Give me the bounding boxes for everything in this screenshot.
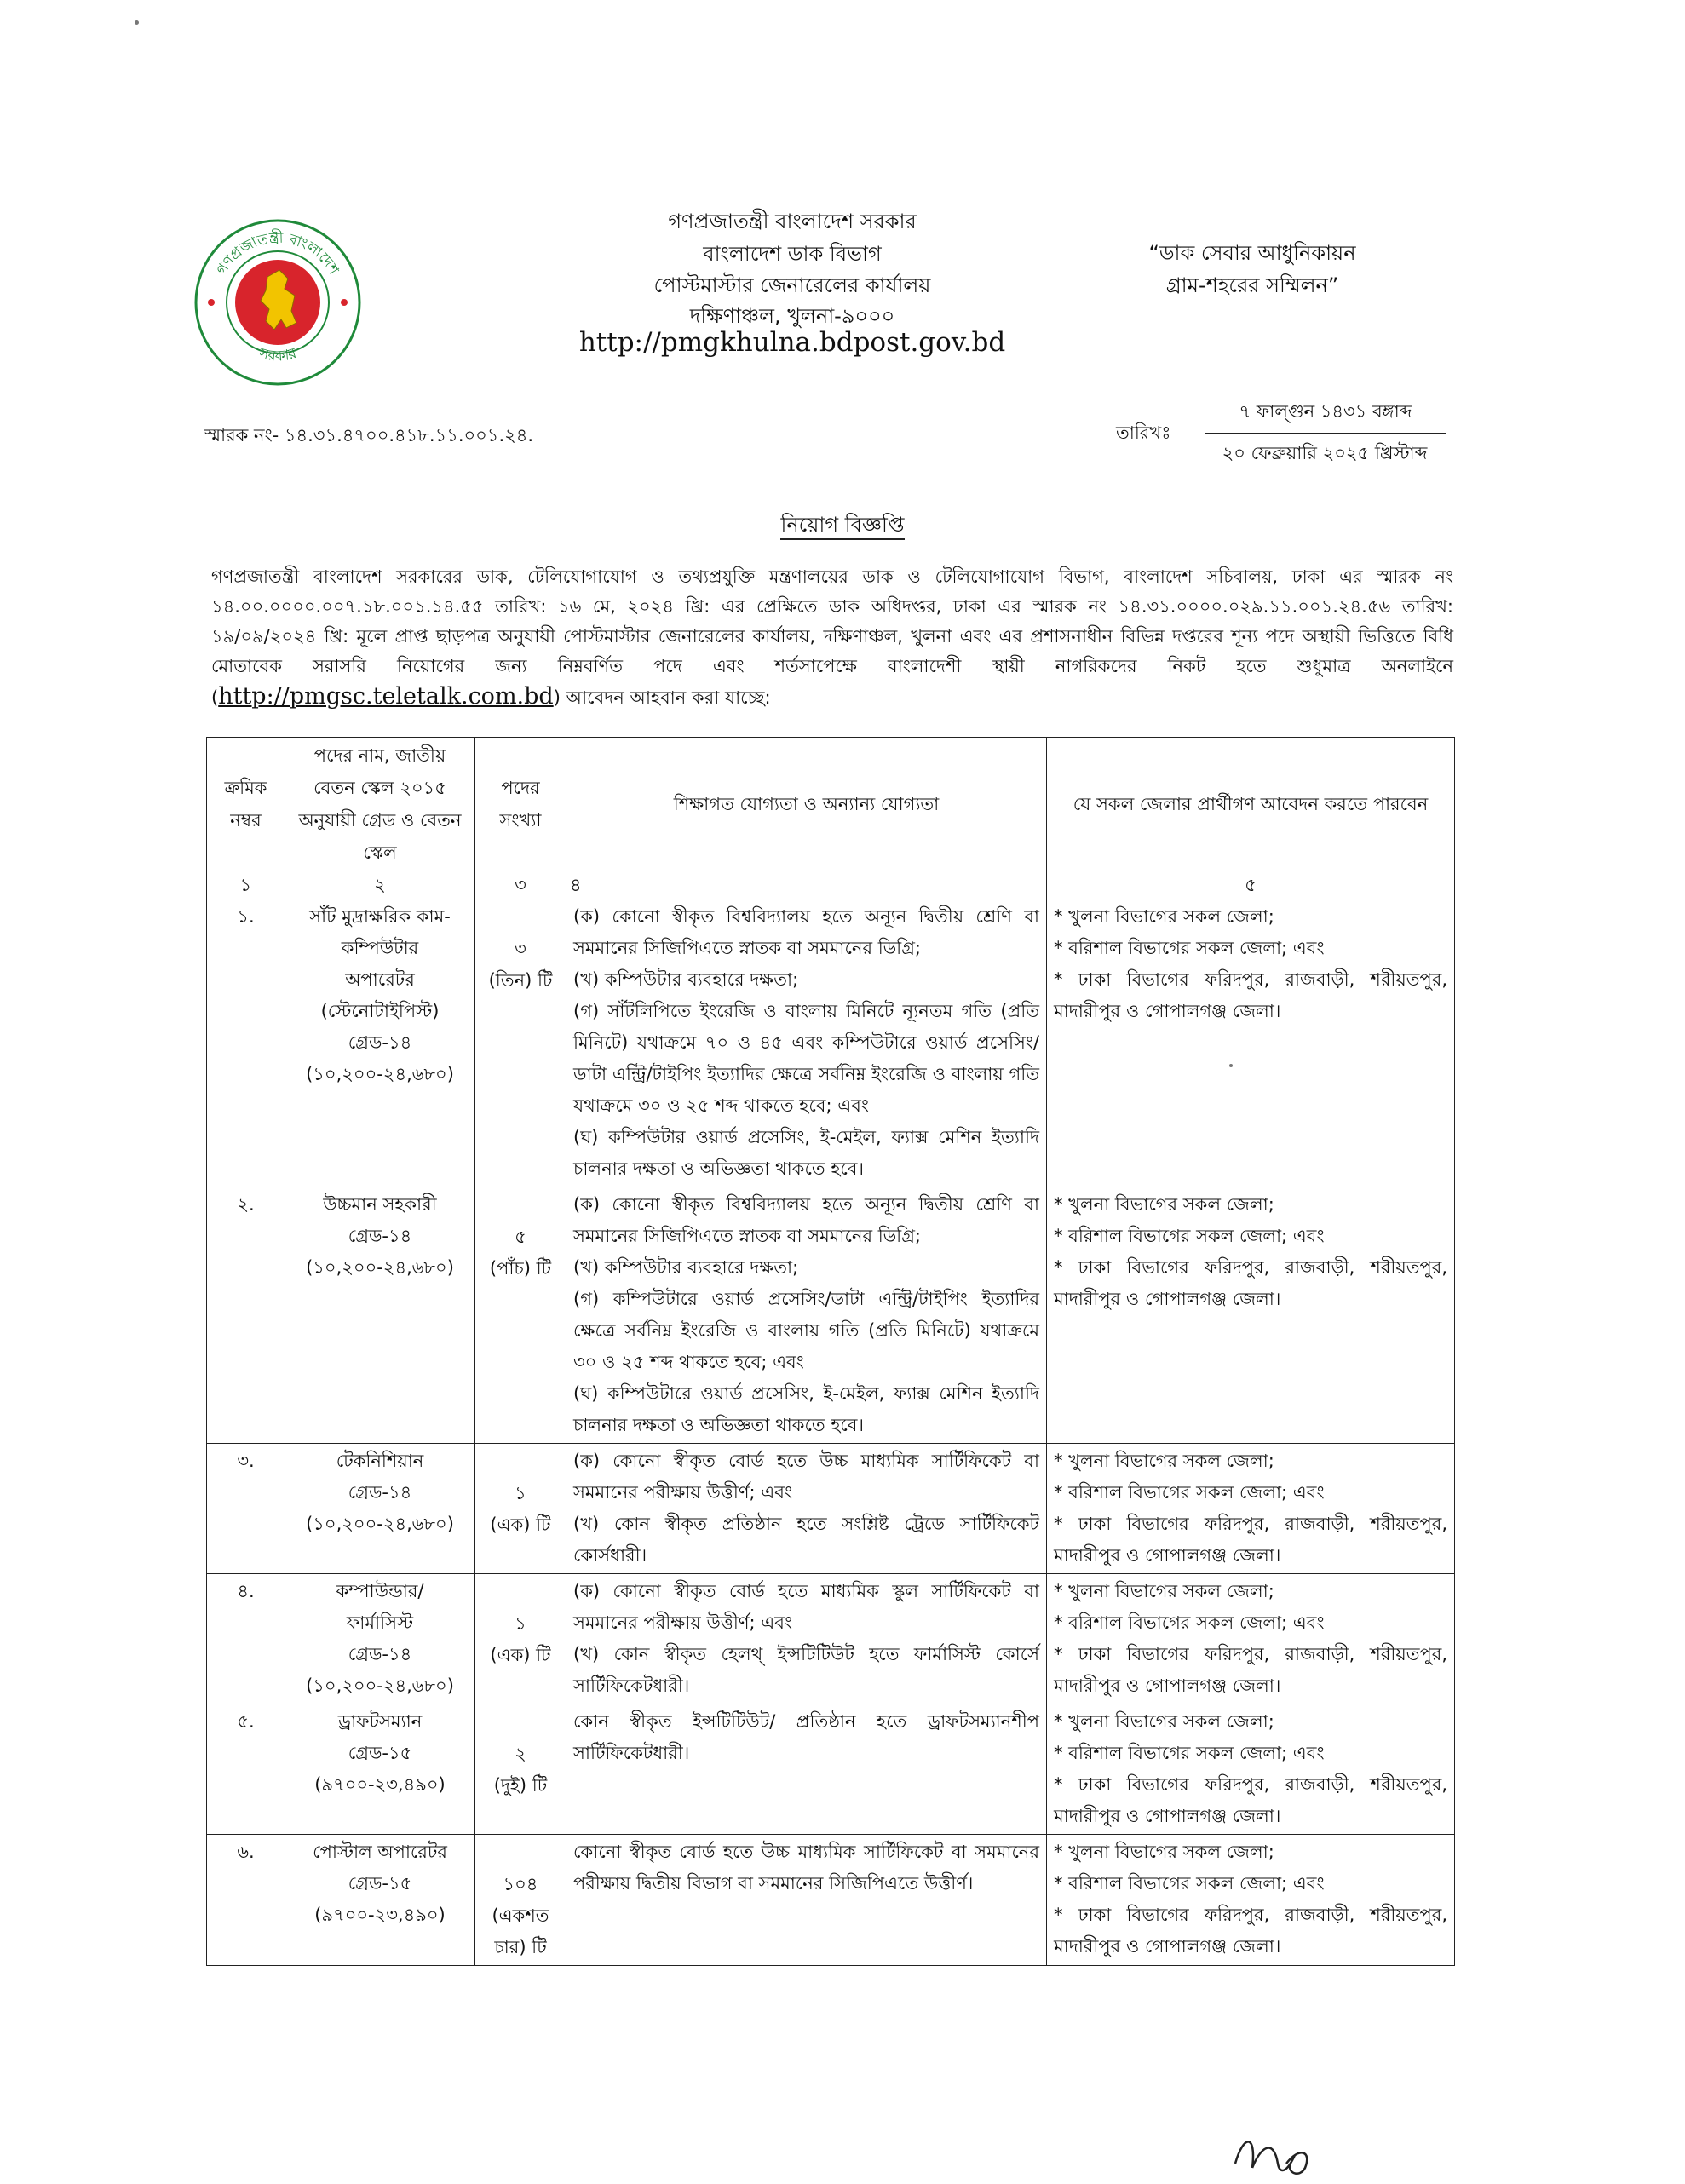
qualification-line: (ঘ) কম্পিউটার ওয়ার্ড প্রসেসিং, ই-মেইল, ফ্যাক্স মেশিন ইত্যাদি চালনার দক্ষতা ও অভিজ্ঞতা থাকতে হবে। <box>573 1127 1039 1179</box>
intro-link-close: ) <box>553 687 561 708</box>
column-number: ৫ <box>1047 871 1455 899</box>
post-name-line: পোস্টাল অপারেটর <box>313 1842 447 1862</box>
row-serial-text: ২. <box>237 1194 255 1215</box>
row-serial <box>207 1187 285 1444</box>
notice-title <box>0 509 1685 543</box>
post-name-line: কম্পিউটার <box>341 938 419 958</box>
intro-tail: আবেদন আহবান করা যাচ্ছে: <box>566 687 771 708</box>
row-post-count <box>475 1835 566 1966</box>
post-name-line: সাঁট মুদ্রাক্ষরিক কাম- <box>309 906 451 927</box>
table-row <box>207 899 1455 1187</box>
column-number: ৪ <box>566 871 1047 899</box>
row-serial-text: ৩. <box>237 1451 255 1471</box>
header-qualification: শিক্ষাগত যোগ্যতা ও অন্যান্য যোগ্যতা <box>566 738 1047 871</box>
row-eligible-districts <box>1047 1574 1455 1704</box>
column-number-row <box>207 871 1455 899</box>
date-label: তারিখঃ <box>1116 422 1171 443</box>
row-qualification <box>566 1444 1047 1574</box>
scan-speck <box>135 20 139 25</box>
row-post-name <box>285 899 475 1187</box>
post-name-line: উচ্চমান সহকারী <box>323 1194 437 1215</box>
row-eligible-districts <box>1047 1444 1455 1574</box>
qualification-line: (ক) কোনো স্বীকৃত বোর্ড হতে মাধ্যমিক স্কুল সার্টিফিকেট বা সমমানের পরীক্ষায় উত্তীর্ণ; এবং <box>573 1581 1039 1633</box>
district-line: * ঢাকা বিভাগের ফরিদপুর, রাজবাড়ী, শরীয়তপুর, মাদারীপুর ও গোপালগঞ্জ জেলা। <box>1054 1774 1447 1826</box>
post-count-line: (এক) টি <box>490 1514 551 1535</box>
vacancy-table <box>206 737 1455 1966</box>
row-post-name <box>285 1187 475 1444</box>
header-eligible-districts: যে সকল জেলার প্রার্থীগণ আবেদন করতে পারবেন <box>1047 738 1455 871</box>
qualification-line: (খ) কম্পিউটার ব্যবহারে দক্ষতা; <box>573 969 799 990</box>
qualification-line: (খ) কোন স্বীকৃত প্রতিষ্ঠান হতে সংশ্লিষ্ট ট্রেডে সার্টিফিকেট কোর্সধারী। <box>573 1514 1039 1566</box>
row-serial <box>207 1704 285 1835</box>
post-count-line: ১ <box>515 1483 526 1503</box>
post-name-line: (৯৭০০-২৩,৪৯০) <box>314 1774 446 1795</box>
row-eligible-districts <box>1047 1704 1455 1835</box>
column-number: ১ <box>207 871 285 899</box>
post-name-line: (স্টেনোটাইপিস্ট) <box>320 1001 440 1021</box>
scan-speck <box>1229 1064 1233 1067</box>
post-name-line: গ্রেড-১৫ <box>348 1873 412 1894</box>
notice-title-text: নিয়োগ বিজ্ঞপ্তি <box>780 513 904 540</box>
post-name-line: গ্রেড-১৪ <box>348 1226 412 1246</box>
row-post-name <box>285 1704 475 1835</box>
post-count-line: ১ <box>515 1613 526 1634</box>
post-name-line: (৯৭০০-২৩,৪৯০) <box>314 1905 446 1925</box>
post-name-line: টেকনিশিয়ান <box>336 1451 424 1471</box>
slogan-line-2: গ্রাম-শহরের সম্মিলন” <box>1165 273 1339 297</box>
intro-link-open: ( <box>211 687 219 708</box>
post-name-line: (১০,২০০-২৪,৬৮০) <box>306 1514 454 1534</box>
post-count-line: (তিন) টি <box>488 970 553 991</box>
header-post-name: পদের নাম, জাতীয় বেতন স্কেল ২০১৫ অনুযায়ী গ্রেড ও বেতন স্কেল <box>285 738 475 871</box>
qualification-line: (খ) কোন স্বীকৃত হেলথ্ ইন্সটিটিউট হতে ফার্মাসিস্ট কোর্সে সার্টিফিকেটধারী। <box>573 1644 1039 1696</box>
district-line: * খুলনা বিভাগের সকল জেলা; <box>1054 1194 1274 1215</box>
post-name-line: (১০,২০০-২৪,৬৮০) <box>306 1675 454 1696</box>
table-row <box>207 1835 1455 1966</box>
table-row <box>207 1444 1455 1574</box>
post-name-line: কম্পাউন্ডার/ <box>336 1581 424 1601</box>
row-qualification <box>566 1187 1047 1444</box>
row-eligible-districts <box>1047 1187 1455 1444</box>
row-serial-text: ৫. <box>237 1711 255 1732</box>
district-line: * খুলনা বিভাগের সকল জেলা; <box>1054 1451 1274 1471</box>
header-website-link[interactable]: http://pmgkhulna.bdpost.gov.bd <box>578 327 1006 358</box>
post-count-line: ৫ <box>515 1227 526 1247</box>
row-post-name <box>285 1835 475 1966</box>
district-line: * খুলনা বিভাগের সকল জেলা; <box>1054 1581 1274 1601</box>
post-count-line: ১০৪ <box>503 1874 538 1894</box>
post-count-line: (একশত <box>492 1905 549 1926</box>
district-line: * ঢাকা বিভাগের ফরিদপুর, রাজবাড়ী, শরীয়তপুর, মাদারীপুর ও গোপালগঞ্জ জেলা। <box>1054 969 1447 1021</box>
qualification-line: (ক) কোনো স্বীকৃত বিশ্ববিদ্যালয় হতে অন্যূন দ্বিতীয় শ্রেণি বা সমমানের সিজিপিএতে স্নাতক বা সমমানের ডিগ্রি; <box>573 906 1039 958</box>
district-line: * খুলনা বিভাগের সকল জেলা; <box>1054 1842 1274 1862</box>
row-qualification <box>566 899 1047 1187</box>
qualification-line: (ঘ) কম্পিউটারে ওয়ার্ড প্রসেসিং, ই-মেইল, ফ্যাক্স মেশিন ইত্যাদি চালনার দক্ষতা ও অভিজ্ঞতা থাকতে হবে। <box>573 1383 1039 1435</box>
header-govt-name: গণপ্রজাতন্ত্রী বাংলাদেশ সরকার <box>668 210 917 233</box>
row-post-count <box>475 1704 566 1835</box>
row-eligible-districts <box>1047 899 1455 1187</box>
memo-number: স্মারক নং- ১৪.৩১.৪৭০০.৪১৮.১১.০০১.২৪. <box>204 425 534 445</box>
row-post-name <box>285 1444 475 1574</box>
row-serial-text: ১. <box>237 906 255 927</box>
column-number: ৩ <box>475 871 566 899</box>
qualification-line: (খ) কম্পিউটার ব্যবহারে দক্ষতা; <box>573 1257 799 1278</box>
application-website-link[interactable]: http://pmgsc.teletalk.com.bd <box>218 683 554 710</box>
district-line: * খুলনা বিভাগের সকল জেলা; <box>1054 1711 1274 1732</box>
post-count-line: (এক) টি <box>490 1645 551 1665</box>
header-office: পোস্টমাস্টার জেনারেলের কার্যালয় <box>653 273 931 297</box>
district-line: * ঢাকা বিভাগের ফরিদপুর, রাজবাড়ী, শরীয়তপুর, মাদারীপুর ও গোপালগঞ্জ জেলা। <box>1054 1905 1447 1957</box>
row-qualification <box>566 1574 1047 1704</box>
table-header-row <box>207 738 1455 871</box>
svg-text:গণপ্রজাতন্ত্রী বাংলাদেশ: গণপ্রজাতন্ত্রী বাংলাদেশ <box>213 229 342 278</box>
row-eligible-districts <box>1047 1835 1455 1966</box>
svg-text:সরকার: সরকার <box>256 344 299 365</box>
row-serial <box>207 1444 285 1574</box>
post-name-line: ফার্মাসিস্ট <box>346 1612 414 1633</box>
district-line: * বরিশাল বিভাগের সকল জেলা; এবং <box>1054 938 1325 958</box>
table-row <box>207 1574 1455 1704</box>
row-qualification <box>566 1704 1047 1835</box>
row-serial <box>207 1574 285 1704</box>
post-count-line: ২ <box>515 1744 526 1764</box>
post-name-line: অপারেটর <box>345 969 415 990</box>
qualification-line: কোনো স্বীকৃত বোর্ড হতে উচ্চ মাধ্যমিক সার্টিফিকেট বা সমমানের পরীক্ষায় দ্বিতীয় বিভাগ বা সমমানের সিজিপিএতে উত্তীর্ণ। <box>573 1842 1039 1894</box>
row-serial <box>207 899 285 1187</box>
date-bangla: ৭ ফাল্গুন ১৪৩১ বঙ্গাব্দ <box>1205 398 1446 434</box>
qualification-line: কোন স্বীকৃত ইন্সটিটিউট/ প্রতিষ্ঠান হতে ড্রাফটসম্যানশীপ সার্টিফিকেটধারী। <box>573 1711 1039 1763</box>
qualification-line: (গ) সাঁটলিপিতে ইংরেজি ও বাংলায় মিনিটে ন্যূনতম গতি (প্রতি মিনিটে) যথাক্রমে ৭০ ও ৪৫ এবং কম্পিউটারে ওয়ার্ড প্রসেসিং/ডাটা এন্ট্রি/টাইপিং ইত্যাদির ক্ষেত্রে সর্বনিম্ন ইংরেজি ও বাংলায় গতি যথাক্রমে ৩০ ও ২৫ শব্দ থাকতে হবে; এবং <box>573 1001 1039 1116</box>
post-count-line: চার) টি <box>494 1937 547 1957</box>
district-line: * ঢাকা বিভাগের ফরিদপুর, রাজবাড়ী, শরীয়তপুর, মাদারীপুর ও গোপালগঞ্জ জেলা। <box>1054 1644 1447 1696</box>
post-count-line: (পাঁচ) টি <box>489 1258 552 1279</box>
header-serial: ক্রমিক নম্বর <box>207 738 285 871</box>
date-english: ২০ ফেব্রুয়ারি ২০২৫ খ্রিস্টাব্দ <box>1222 443 1428 463</box>
table-row <box>207 1187 1455 1444</box>
row-serial-text: ৪. <box>237 1581 255 1601</box>
table-row <box>207 1704 1455 1835</box>
post-count-line: (দুই) টি <box>493 1775 548 1796</box>
post-name-line: গ্রেড-১৪ <box>348 1032 412 1053</box>
post-name-line: গ্রেড-১৪ <box>348 1482 412 1503</box>
row-post-count <box>475 899 566 1187</box>
post-name-line: গ্রেড-১৫ <box>348 1743 412 1763</box>
row-post-name <box>285 1574 475 1704</box>
district-line: * বরিশাল বিভাগের সকল জেলা; এবং <box>1054 1226 1325 1246</box>
post-name-line: (১০,২০০-২৪,৬৮০) <box>306 1257 454 1278</box>
district-line: * ঢাকা বিভাগের ফরিদপুর, রাজবাড়ী, শরীয়তপুর, মাদারীপুর ও গোপালগঞ্জ জেলা। <box>1054 1514 1447 1566</box>
row-serial-text: ৬. <box>237 1842 255 1862</box>
slogan <box>1099 237 1406 302</box>
row-post-count <box>475 1574 566 1704</box>
intro-paragraph <box>211 562 1453 713</box>
qualification-line: (ক) কোনো স্বীকৃত বোর্ড হতে উচ্চ মাধ্যমিক সার্টিফিকেট বা সমমানের পরীক্ষায় উত্তীর্ণ; এবং <box>573 1451 1039 1503</box>
post-name-line: ড্রাফটসম্যান <box>337 1711 423 1732</box>
slogan-line-1: “ডাক সেবার আধুনিকায়ন <box>1148 241 1356 265</box>
qualification-line: (গ) কম্পিউটারে ওয়ার্ড প্রসেসিং/ডাটা এন্ট্রি/টাইপিং ইত্যাদির ক্ষেত্রে সর্বনিম্ন ইংরেজি ও বাংলায় গতি (প্রতি মিনিটে) যথাক্রমে ৩০ ও ২৫ শব্দ থাকতে হবে; এবং <box>573 1289 1039 1372</box>
qualification-line: (ক) কোনো স্বীকৃত বিশ্ববিদ্যালয় হতে অন্যূন দ্বিতীয় শ্রেণি বা সমমানের সিজিপিএতে স্নাতক বা সমমানের ডিগ্রি; <box>573 1194 1039 1246</box>
header-post-count: পদের সংখ্যা <box>475 738 566 871</box>
signature-image <box>1227 2129 1329 2181</box>
post-name-line: গ্রেড-১৪ <box>348 1644 412 1664</box>
district-line: * ঢাকা বিভাগের ফরিদপুর, রাজবাড়ী, শরীয়তপুর, মাদারীপুর ও গোপালগঞ্জ জেলা। <box>1054 1257 1447 1309</box>
row-post-count <box>475 1444 566 1574</box>
post-count-line: ৩ <box>515 939 526 959</box>
row-serial <box>207 1835 285 1966</box>
district-line: * বরিশাল বিভাগের সকল জেলা; এবং <box>1054 1612 1325 1633</box>
header-address: দক্ষিণাঞ্চল, খুলনা-৯০০০ <box>689 304 895 328</box>
post-name-line: (১০,২০০-২৪,৬৮০) <box>306 1064 454 1084</box>
header-department: বাংলাদেশ ডাক বিভাগ <box>703 242 882 266</box>
intro-text: গণপ্রজাতন্ত্রী বাংলাদেশ সরকারের ডাক, টেলিযোগাযোগ ও তথ্যপ্রযুক্তি মন্ত্রণালয়ের ডাক ও টেলিযোগাযোগ বিভাগ, বাংলাদেশ সচিবালয়, ঢাকা এর স্মারক নং ১৪.০০.০০০০.০০৭.১৮.০০১.১৪.৫৫ তারিখ: ১৬ মে, ২০২৪ খ্রি: এর প্রেক্ষিতে ডাক অধিদপ্তর, ঢাকা এর স্মারক নং ১৪.৩১.০০০০.০২৯.১১.০০১.২৪.৫৬ তারিখ: ১৯/০৯/২০২৪ খ্রি: মূলে প্রাপ্ত ছাড়পত্র অনুযায়ী পোস্টমাস্টার জেনারেলের কার্যালয়, দক্ষিণাঞ্চল, খুলনা এবং এর প্রশাসনাধীন বিভিন্ন দপ্তরের শূন্য পদে অস্থায়ী ভিত্তিতে বিধি মোতাবেক সরাসরি নিয়োগের জন্য নিম্নবর্ণিত পদে এবং শর্তসাপেক্ষে বাংলাদেশী স্থায়ী নাগরিকদের নিকট হতে শুধুমাত্র অনলাইনে <box>211 566 1453 676</box>
row-post-count <box>475 1187 566 1444</box>
column-number: ২ <box>285 871 475 899</box>
row-qualification <box>566 1835 1047 1966</box>
district-line: * বরিশাল বিভাগের সকল জেলা; এবং <box>1054 1482 1325 1503</box>
district-line: * বরিশাল বিভাগের সকল জেলা; এবং <box>1054 1873 1325 1894</box>
district-line: * বরিশাল বিভাগের সকল জেলা; এবং <box>1054 1743 1325 1763</box>
district-line: * খুলনা বিভাগের সকল জেলা; <box>1054 906 1274 927</box>
government-seal-logo <box>193 217 363 388</box>
